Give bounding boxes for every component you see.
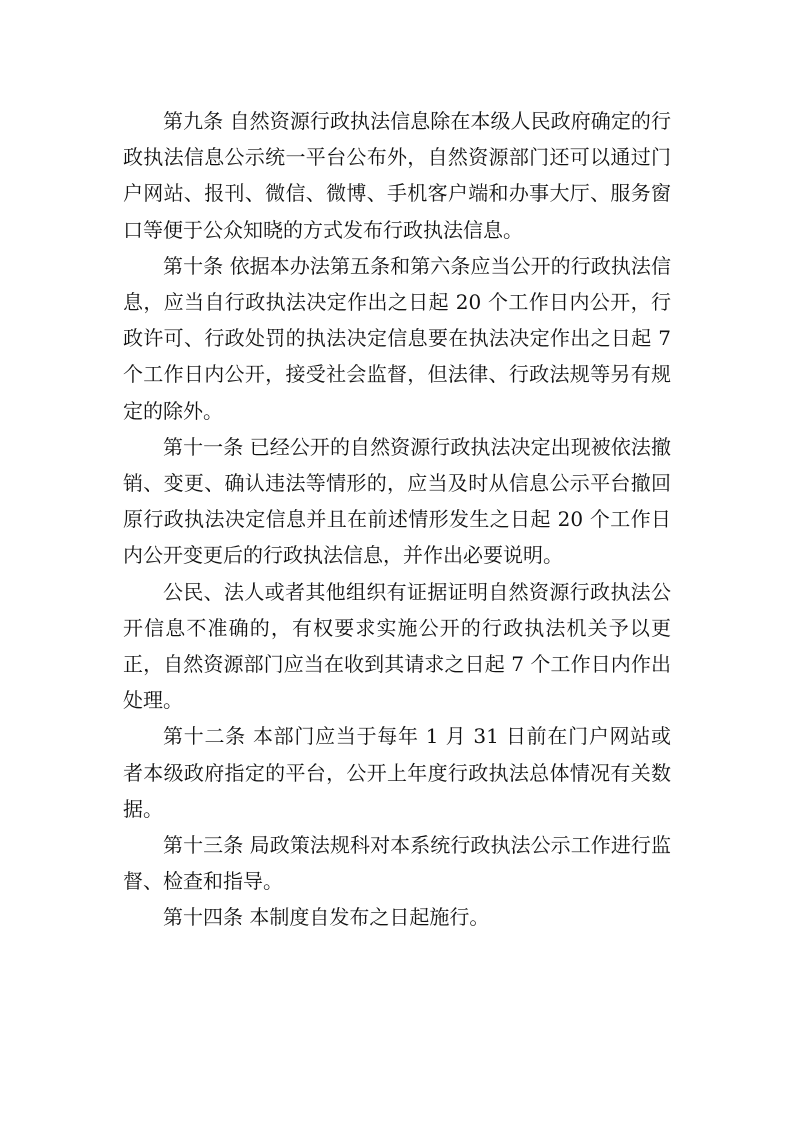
article-11-paragraph: 第十一条 已经公开的自然资源行政执法决定出现被依法撤销、变更、确认违法等情形的，应当及时从信息公示平台撤回原行政执法决定信息并且在前述情形发生之日起 20 个工作日内公开变更后的行政执法信息，并作出必要说明。 — [123, 434, 671, 568]
article-13-paragraph: 第十三条 局政策法规科对本系统行政执法公示工作进行监督、检查和指导。 — [123, 833, 671, 894]
article-9-paragraph: 第九条 自然资源行政执法信息除在本级人民政府确定的行政执法信息公示统一平台公布外，自然资源部门还可以通过门户网站、报刊、微信、微博、手机客户端和办事大厅、服务窗口等便于公众知晓的方式发布行政执法信息。 — [123, 109, 671, 242]
article-10-paragraph: 第十条 依据本办法第五条和第六条应当公开的行政执法信息，应当自行政执法决定作出之日起 20 个工作日内公开，行政许可、行政处罚的执法决定信息要在执法决定作出之日起 7 个工作日内公开，接受社会监督，但法律、行政法规等另有规定的除外。 — [123, 253, 671, 423]
article-11-correction-paragraph: 公民、法人或者其他组织有证据证明自然资源行政执法公开信息不准确的，有权要求实施公开的行政执法机关予以更正，自然资源部门应当在收到其请求之日起 7 个工作日内作出处理。 — [123, 579, 671, 713]
article-14-paragraph: 第十四条 本制度自发布之日起施行。 — [163, 905, 490, 930]
article-12-paragraph: 第十二条 本部门应当于每年 1 月 31 日前在门户网站或者本级政府指定的平台，公开上年度行政执法总体情况有关数据。 — [123, 724, 671, 821]
document-body — [123, 103, 671, 936]
